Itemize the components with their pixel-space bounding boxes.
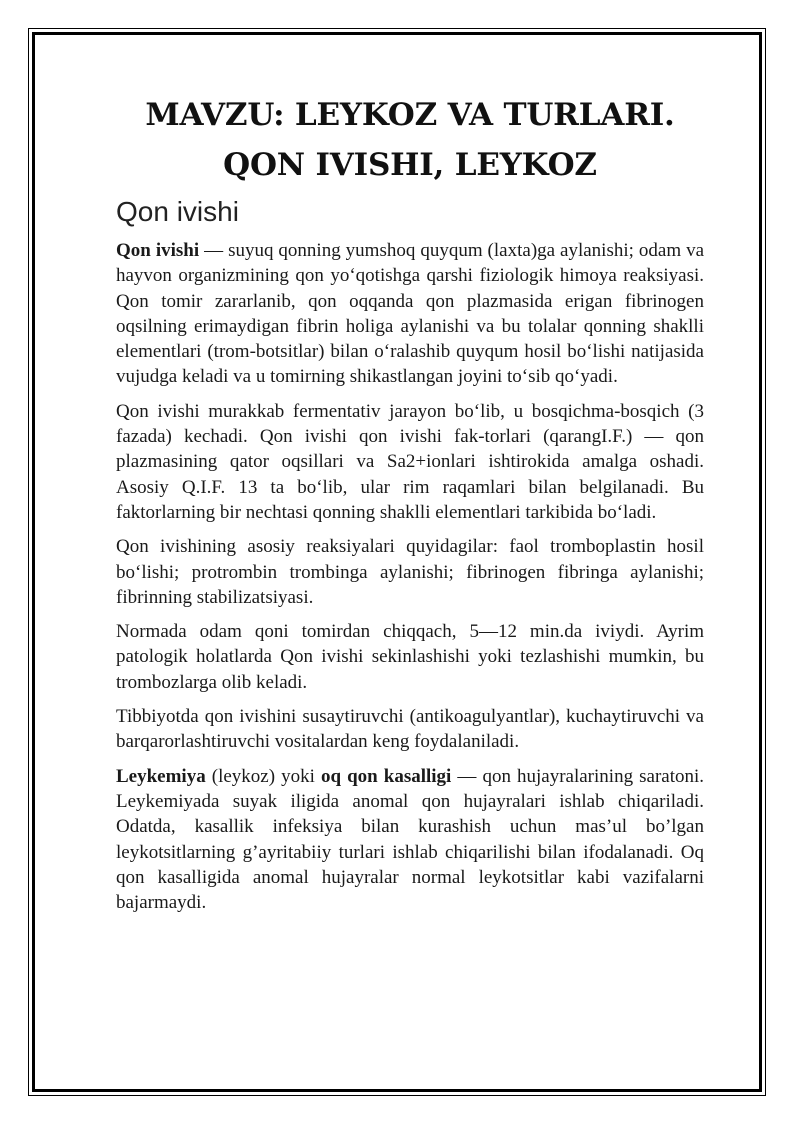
paragraph-6-text-2: — qon hujayralarining saratoni. Leykemiyada suyak iligida anomal qon hujayralari ishlab chiqariladi. Odatda, kasallik infeksiya bilan kurashish uchun mas’ul bo’lgan leykotsitlarning g’ayritabiiy turlari ishlab chiqarilishi bilan ifodalanadi. Oq qon kasalligida anomal hujayralar normal leykotsitlar kabi vazifalarni bajarmaydi.: [116, 765, 705, 914]
term-leykemiya: Leykemiya: [116, 765, 206, 787]
paragraph-4: Normada odam qoni tomirdan chiqqach, 5—12 min.da iviydi. Ayrim patologik holatlarda Qon ivishi sekinlashishi yoki tezlashishi mumkin, bu trombozlarga olib keladi.: [116, 621, 704, 693]
document-body: [116, 90, 704, 924]
term-qon-ivishi: Qon ivishi: [116, 240, 200, 261]
paragraph-2: Qon ivishi murakkab fermentativ jarayon boʻlib, u bosqichma-bosqich (3 fazada) kechadi. Qon ivishi qon ivishi fak-torlari (qarangI.F.) — qon plazmasining qator oqsillari va Sa2+ionlari ishtirokida amalga oshadi. Asosiy Q.I.F. 13 ta boʻlib, ular rim raqamlari bilan belgilanadi. Bu faktorlarning bir nechtasi qonning shaklli elementlari tarkibida boʻladi.: [116, 400, 704, 523]
term-oq-qon-kasalligi: oq qon kasalligi: [320, 765, 452, 787]
page-title: [116, 90, 704, 190]
title-line-2: QON IVISHI, LEYKOZ: [223, 147, 597, 183]
paragraph-6: [116, 764, 704, 916]
paragraph-3: Qon ivishining asosiy reaksiyalari quyidagilar: faol tromboplastin hosil boʻlishi; protrombin trombinga aylanishi; fibrinogen fibringa aylanishi; fibrinning stabilizatsiyasi.: [116, 536, 704, 608]
section-heading: Qon ivishi: [116, 196, 239, 227]
paragraph-1: [116, 238, 704, 390]
paragraph-1-text: — suyuq qonning yumshoq quyqum (laxta)ga aylanishi; odam va hayvon organizmining qon yoʻqotishga qarshi fiziologik himoya reaksiyasi. Qon tomir zararlanib, qon oqqanda qon plazmasida erigan fibrinogen oqsilning erimaydigan fibrin holiga aylanishi va bu tolalar qonning shaklli elementlari (trom-botsitlar) bilan oʻralashib quyqum hosil boʻlishi natijasida vujudga keladi va u tomirning shikastlangan joyini toʻsib qoʻyadi.: [116, 240, 704, 388]
paragraph-6-text-1: (leykoz) yoki: [205, 765, 321, 787]
paragraph-5: Tibbiyotda qon ivishini susaytiruvchi (antikoagulyantlar), kuchaytiruvchi va barqarorlashtiruvchi vositalardan keng foydalaniladi.: [116, 706, 704, 753]
title-line-1: MAVZU: LEYKOZ VA TURLARI.: [145, 97, 675, 133]
